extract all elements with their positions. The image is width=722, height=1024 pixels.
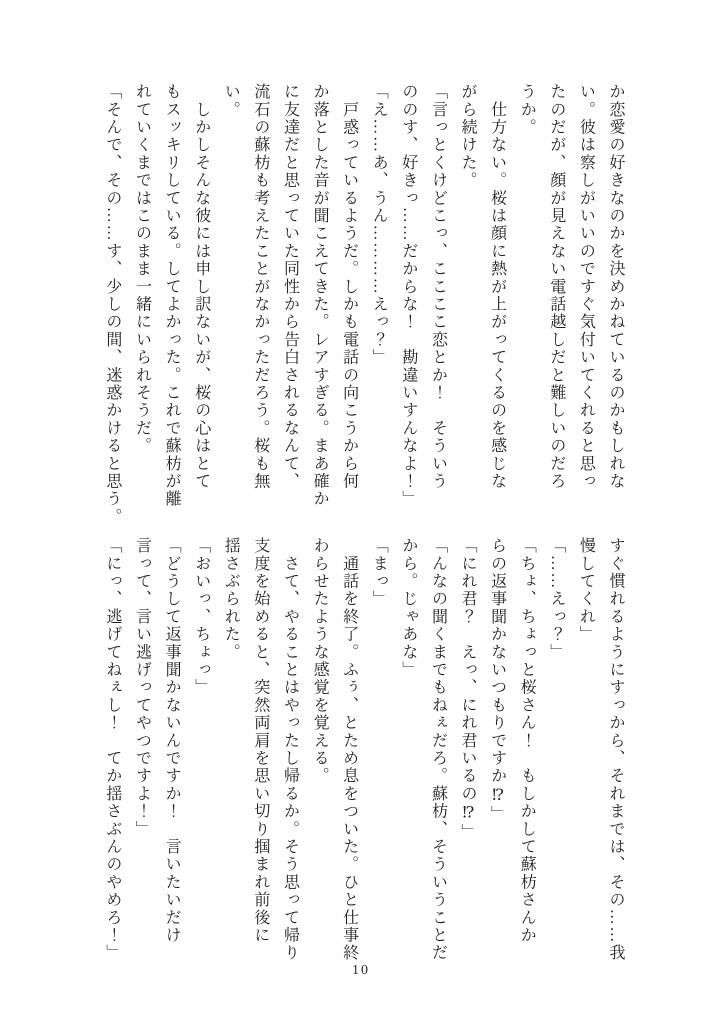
text-column: もスッキリしている。してよかった。これで蘇枋が離	[163, 83, 181, 508]
text-column: 「え……あ、うん…………えっ？」	[370, 83, 388, 367]
text-column: 仕方ない。桜は顔に熱が上がってくるのを感じな	[488, 83, 506, 491]
text-column: 「んなの聞くまでもねぇだろ。蘇枋、そういうことだ	[429, 537, 447, 962]
upper-text-block	[90, 83, 630, 535]
text-column: すぐ慣れるようにすっから、それまでは、その……我	[607, 537, 624, 962]
text-column: 「……えっ？」	[547, 537, 565, 661]
text-column: うか。	[518, 83, 536, 137]
text-column: 通話を終了。ふぅ、とため息をついた。ひと仕事終	[340, 537, 358, 962]
text-column: 「にっ、逃げてねぇし！ てか揺さぶんのやめろ！」	[103, 537, 121, 962]
text-column: れていくまではこのまま一緒にいられそうだ。	[133, 83, 151, 455]
text-column: さて、やることはやったし帰るか。そう思って帰り	[281, 537, 299, 962]
text-column: 「言っとくけどこっ、ここここ恋とか！ そういう	[429, 83, 447, 491]
text-column: 「おいっ、ちょっ」	[192, 537, 210, 697]
text-column: ののす、好きっ……だからな！ 勘違いすんなよ！」	[399, 83, 417, 508]
text-column: 慢してくれ」	[577, 537, 595, 644]
text-column: か恋愛の好きなのかを決めかねているのかもしれな	[607, 83, 624, 491]
text-column: 「ちょ、ちょっと桜さん！ もしかして蘇枋さんか	[518, 537, 536, 945]
text-column: 言って、言い逃げってやつですよ！」	[133, 537, 151, 838]
lower-text-block	[90, 537, 630, 989]
text-column: らの返事聞かないつもりですか⁉」	[488, 537, 506, 824]
text-column: から。じゃあな」	[399, 537, 417, 679]
text-column: しかしそんな彼には申し訳ないが、桜の心はとて	[192, 83, 210, 491]
page-number: 10	[352, 963, 370, 978]
text-column: 流石の蘇枋も考えたことがなかっただろう。桜も無	[251, 83, 269, 491]
text-column: い。彼は察しがいいのですぐ気付いてくれると思っ	[577, 83, 595, 491]
text-column: 「そんで、その……す、少しの間、迷惑かけると思う。	[103, 83, 121, 526]
text-column: 戸惑っているようだ。しかも電話の向こうから何	[340, 83, 358, 491]
text-column: がら続けた。	[459, 83, 477, 190]
text-column: に友達だと思っていた同性から告白されるなんて、	[281, 83, 299, 491]
text-column: たのだが、顔が見えない電話越しだと難しいのだろ	[547, 83, 565, 491]
text-column: 「まっ」	[370, 537, 388, 608]
text-column: わらせたような感覚を覚える。	[311, 537, 329, 785]
text-column: 「にれ君？ えっ、にれ君いるの⁉」	[459, 537, 477, 841]
text-column: 支度を始めると、突然両肩を思い切り掴まれ前後に	[251, 537, 269, 945]
text-column: か落とした音が聞こえてきた。レアすぎる。まあ確か	[311, 83, 329, 508]
text-column: い。	[222, 83, 240, 119]
text-column: 「どうして返事聞かないんですか！ 言いたいだけ	[163, 537, 181, 945]
text-column: 揺さぶられた。	[222, 537, 240, 661]
